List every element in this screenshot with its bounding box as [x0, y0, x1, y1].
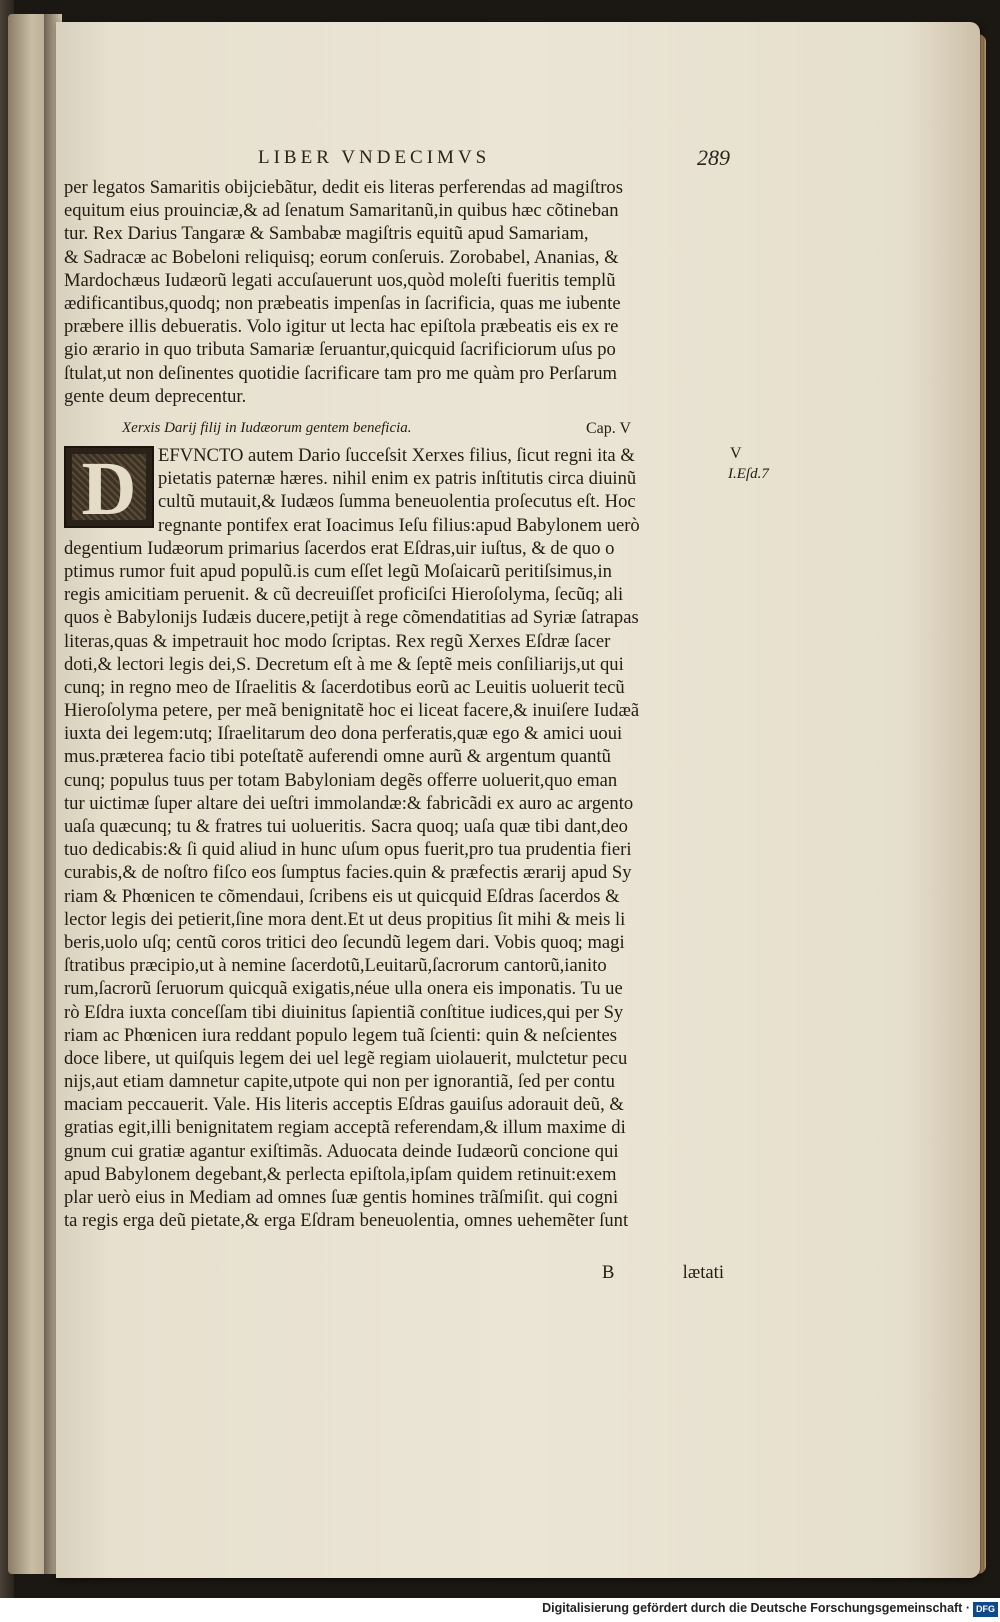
text-line: Mardochæus Iudæorũ legati accuſauerunt uos,quòd moleſti fueritis templũ: [64, 269, 616, 291]
text-line: lector legis dei petierit,ſine mora dent.Et ut deus propitius ſit mihi & meis li: [64, 908, 626, 930]
chapter-number: Cap. V: [586, 420, 632, 437]
text-line: plar uerò eius in Mediam ad omnes ſuæ gentis homines trãſmiſit. qui cogni: [64, 1187, 619, 1208]
text-line: tuo dedicabis:& ſi quid aliud in hunc uſum opus fuerit,pro tua prudentia fieri: [64, 839, 632, 861]
text-line: gio ærario in quo tributa Samariæ ſeruantur,quicquid ſacrificiorum uſus po: [64, 339, 616, 361]
text-line: literas,quas & impetrauit hoc modo ſcriptas. Rex regũ Xerxes Eſdræ ſacer: [64, 630, 611, 652]
text-line: EFVNCTO autem Dario ſucceſsit Xerxes filius, ſicut regni ita &: [158, 445, 635, 466]
text-line: ta regis erga deũ pietate,& erga Eſdram beneuolentia, omnes uehemẽter ſunt: [64, 1210, 629, 1232]
text-line: beris,uolo uſq; centũ coros tritici deo ſecundũ legem dari. Vobis quoq; magi: [64, 931, 625, 953]
chapter-title: Xerxis Darij filij in Iudæorum gentem beneficia.: [122, 420, 412, 436]
text-line: maciam peccauerit. Vale. His literis acceptis Eſdras gauiſus adorauit deũ, &: [64, 1094, 624, 1116]
text-line: doti,& lectori legis dei,S. Decretum eſt à me & ſeptẽ meis conſiliarijs,ut qui: [64, 653, 624, 675]
top-paragraph: [64, 176, 724, 408]
text-line: degentium Iudæorum primarius ſacerdos erat Eſdras,uir iuſtus, & de quo o: [64, 537, 615, 559]
text-line: mus.præterea facio tibi poteſtatẽ auferendi omne aurũ & argentum quantũ: [64, 746, 611, 768]
credit-bar: [0, 1598, 1000, 1622]
text-line: ſtratibus præcipio,ut à nemine ſacerdotũ,Leuitarũ,ſacrorum cantorũ,ianito: [64, 955, 607, 977]
text-line: doce libere, ut quiſquis legem dei uel legẽ regiam uiolauerit, mulctetur pecu: [64, 1047, 628, 1069]
opposite-page-edge: [8, 14, 48, 1574]
text-line: gratias egit,illi benignitatem regiam acceptã referendam,& illum maxime di: [64, 1117, 626, 1139]
text-line: riam & Phœnicen te cõmendaui, ſcribens eis ut quicquid Eſdras ſacerdos &: [64, 885, 620, 907]
text-line: præbere illis debueratis. Volo igitur ut lecta hac epiſtola præbeatis eis ex re: [64, 316, 619, 338]
text-line: Hieroſolyma petere, per meã benignitatẽ hoc ei liceat facere,& inuiſere Iudæã: [64, 700, 640, 722]
text-line: cunq; in regno meo de Iſraelitis & ſacerdotibus eorũ ac Leuitis uoluerit tecũ: [64, 676, 625, 698]
running-head: LIBER VNDECIMVS: [258, 147, 491, 168]
text-line: ſtulat,ut non deſinentes quotidie ſacrificare tam pro me quàm pro Perſarum: [64, 362, 617, 384]
text-line: pietatis paternæ hæres. nihil enim ex patris inſtitutis circa diuinũ: [158, 468, 637, 490]
text-line: gnum cui gratiæ agantur exiſtimãs. Aduocata deinde Iudæorũ concione qui: [64, 1140, 619, 1162]
page-number: 289: [697, 145, 730, 170]
text-line: iuxta dei legem:utq; Iſraelitarum deo dona perferatis,quæ ego & amici uoui: [64, 723, 623, 745]
text-line: tur. Rex Darius Tangaræ & Sambabæ magiſtris equitũ apud Samariam,: [64, 223, 589, 245]
text-line: cunq; populus tuus per totam Babyloniam degẽs offerre uoluerit,quo eman: [64, 769, 618, 791]
text-line: ptimus rumor fuit apud populũ.is cum eſſet legũ Moſaicarũ peritiſsimus,in: [64, 560, 612, 582]
credit-text: Digitalisierung gefördert durch die Deutsche Forschungsgemeinschaft ·: [542, 1601, 970, 1615]
chapter-body: [64, 444, 724, 1232]
text-line: & Sadracæ ac Bobeloni reliquisq; eorum conſeruis. Zorobabel, Ananias, &: [64, 246, 619, 268]
margin-note-reference: I.Eſd.7: [728, 466, 769, 482]
text-line: quos è Babylonijs Iudæis ducere,petijt à rege cõmendatitias ad Syriæ ſatrapas: [64, 607, 639, 629]
text-line: per legatos Samaritis obijciebãtur, dedit eis literas perferendas ad magiſtros: [64, 177, 623, 198]
dropcap-letter: D: [81, 447, 137, 531]
text-line: rum,ſacrorũ ſeruorum quicquã exigatis,néue ulla onera eis imponatis. Tu ue: [64, 978, 623, 1000]
catchword: lætati: [682, 1262, 724, 1283]
text-line: riam ac Phœnicen iura reddant populo legem tuã ſcienti: quin & neſcientes: [64, 1024, 617, 1046]
text-line: curabis,& de noſtro fiſco eos ſumptus facies.quin & præfectis ærarij apud Sy: [64, 862, 632, 884]
dfg-logo: DFG: [973, 1602, 998, 1617]
text-line: regis amicitiam peruenit. & cũ decreuiſſet proficiſci Hieroſolyma, ſecũq; ali: [64, 584, 624, 606]
signature-mark: B: [602, 1262, 615, 1283]
text-line: apud Babylonem degebant,& perlecta epiſtola,ipſam quidem retinuit:exem: [64, 1163, 617, 1185]
text-line: cultũ mutauit,& Iudæos ſumma beneuolentia proſecutus eſt. Hoc: [158, 491, 636, 513]
margin-note-v: V: [730, 445, 742, 462]
text-line: equitum eius prouinciæ,& ad ſenatum Samaritanũ,in quibus hæc cõtineban: [64, 200, 619, 222]
text-line: tur uictimæ ſuper altare dei ueſtri immolandæ:& fabricãdi ex auro ac argento: [64, 792, 634, 814]
page-footer-marks: [64, 1262, 724, 1286]
text-line: uaſa quæcunq; tu & fratres tui uolueritis. Sacra quoq; uaſa quæ tibi dant,deo: [64, 816, 628, 837]
text-line: rò Eſdra iuxta conceſſam tibi diuinitus ſapientiã conſtitue iudices,qui per Sy: [64, 1001, 624, 1023]
text-line: regnante pontifex erat Ioacimus Ieſu filius:apud Babylonem uerò: [158, 514, 640, 536]
text-line: gente deum deprecentur.: [64, 385, 247, 407]
chapter-heading: [64, 420, 724, 442]
text-line: nijs,aut etiam damnetur capite,utpote qui non per ignorantiã, ſed per contu: [64, 1071, 615, 1093]
text-line: ædificantibus,quodq; non præbeatis impenſas in ſacrificia, quas me iubente: [64, 292, 621, 314]
